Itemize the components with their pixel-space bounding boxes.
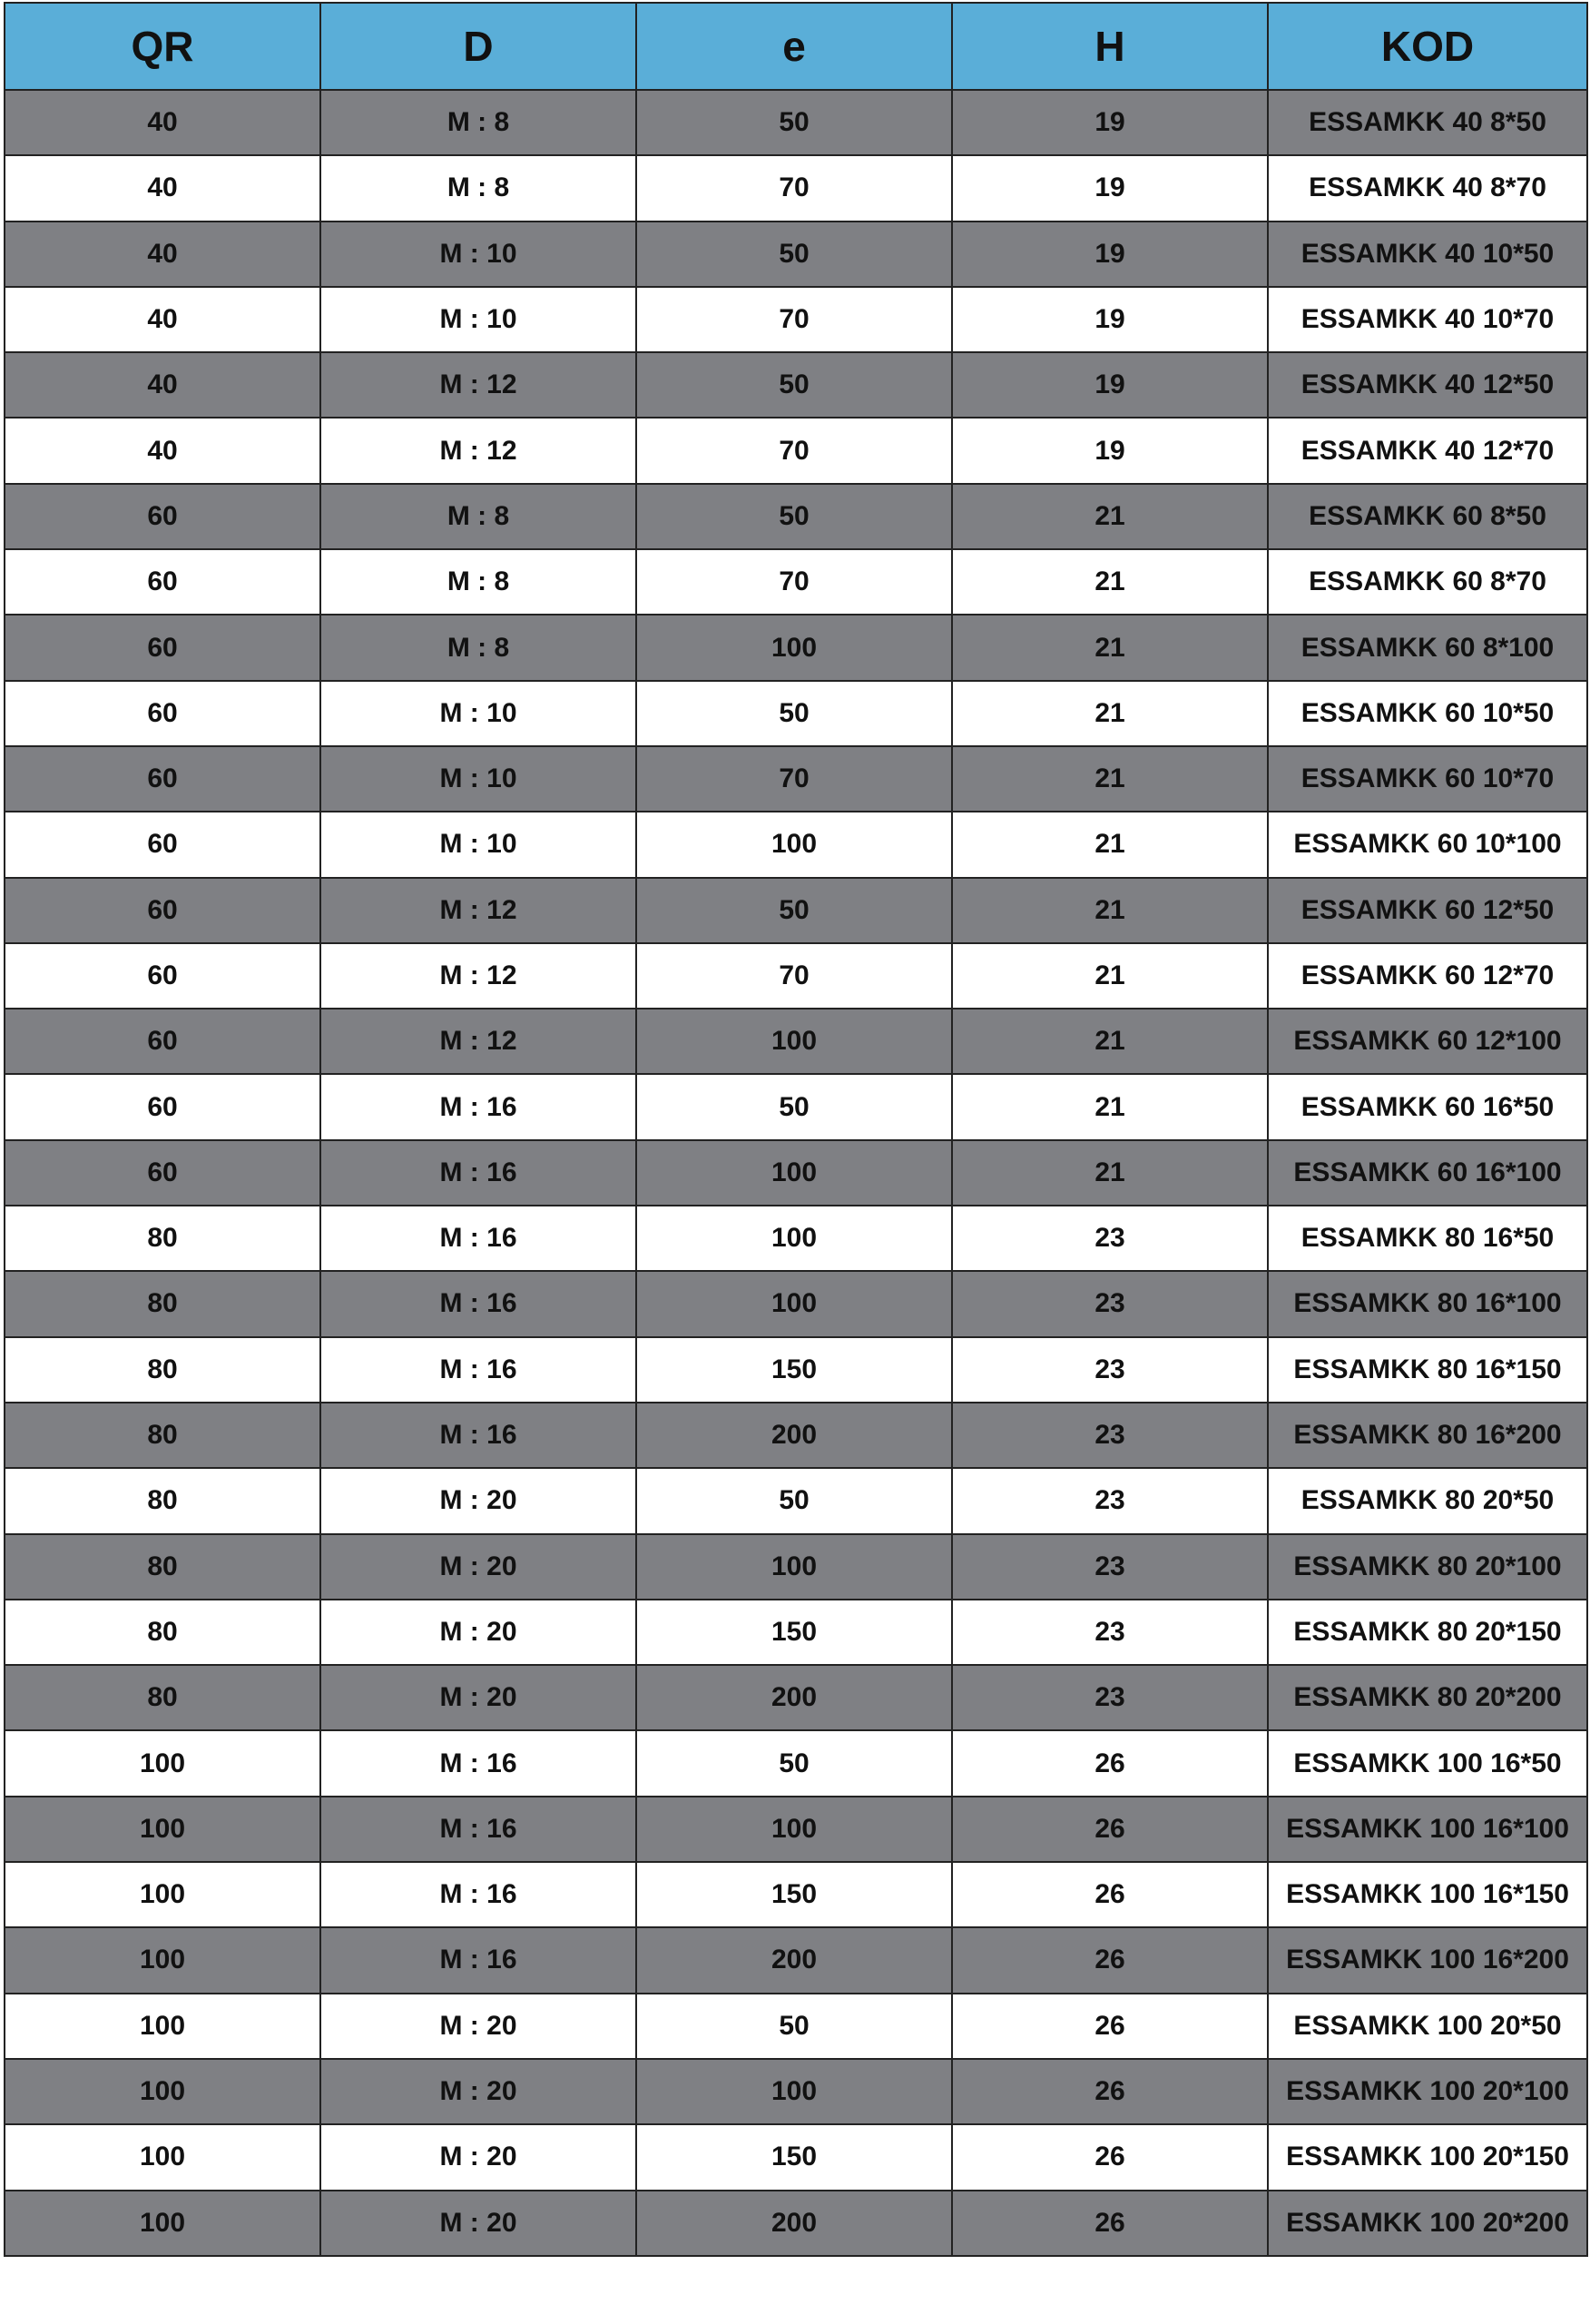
table-row (5, 2191, 1587, 2256)
cell-d: M : 16 (320, 1403, 636, 1468)
cell-d: M : 8 (320, 90, 636, 155)
cell-d: M : 16 (320, 1927, 636, 1993)
cell-h: 23 (952, 1271, 1268, 1336)
cell-d: M : 10 (320, 746, 636, 812)
cell-e: 150 (636, 1862, 952, 1927)
cell-h: 21 (952, 943, 1268, 1009)
table-row (5, 1271, 1587, 1336)
cell-qr: 80 (5, 1468, 320, 1533)
cell-d: M : 10 (320, 222, 636, 287)
cell-e: 70 (636, 155, 952, 221)
cell-h: 26 (952, 1797, 1268, 1862)
cell-d: M : 8 (320, 155, 636, 221)
cell-d: M : 12 (320, 352, 636, 418)
cell-qr: 40 (5, 287, 320, 352)
cell-d: M : 16 (320, 1797, 636, 1862)
table-row (5, 812, 1587, 877)
cell-kod: ESSAMKK 100 16*50 (1268, 1730, 1587, 1796)
table-row (5, 1337, 1587, 1403)
table-row (5, 418, 1587, 483)
table-row (5, 1009, 1587, 1074)
cell-kod: ESSAMKK 80 20*200 (1268, 1665, 1587, 1730)
cell-d: M : 16 (320, 1337, 636, 1403)
cell-h: 21 (952, 812, 1268, 877)
cell-qr: 60 (5, 549, 320, 615)
cell-qr: 100 (5, 2191, 320, 2256)
cell-d: M : 8 (320, 549, 636, 615)
cell-e: 100 (636, 615, 952, 680)
cell-qr: 60 (5, 878, 320, 943)
cell-kod: ESSAMKK 100 20*200 (1268, 2191, 1587, 2256)
cell-d: M : 20 (320, 1468, 636, 1533)
cell-h: 23 (952, 1206, 1268, 1271)
cell-d: M : 20 (320, 1665, 636, 1730)
cell-d: M : 16 (320, 1862, 636, 1927)
cell-h: 19 (952, 222, 1268, 287)
cell-kod: ESSAMKK 80 16*150 (1268, 1337, 1587, 1403)
cell-d: M : 16 (320, 1206, 636, 1271)
cell-kod: ESSAMKK 60 10*100 (1268, 812, 1587, 877)
cell-kod: ESSAMKK 40 12*50 (1268, 352, 1587, 418)
table-row (5, 1994, 1587, 2059)
cell-e: 100 (636, 1009, 952, 1074)
cell-qr: 80 (5, 1600, 320, 1665)
cell-d: M : 16 (320, 1271, 636, 1336)
cell-d: M : 20 (320, 1994, 636, 2059)
header-d: D (320, 3, 636, 90)
cell-qr: 60 (5, 943, 320, 1009)
table-row (5, 1140, 1587, 1206)
cell-h: 21 (952, 484, 1268, 549)
cell-qr: 100 (5, 1927, 320, 1993)
cell-kod: ESSAMKK 80 16*100 (1268, 1271, 1587, 1336)
table-row (5, 615, 1587, 680)
cell-e: 100 (636, 1206, 952, 1271)
cell-qr: 100 (5, 2059, 320, 2124)
cell-e: 50 (636, 1994, 952, 2059)
table-row (5, 484, 1587, 549)
table-row (5, 90, 1587, 155)
table-row (5, 2124, 1587, 2190)
cell-kod: ESSAMKK 80 20*50 (1268, 1468, 1587, 1533)
cell-e: 200 (636, 2191, 952, 2256)
table-row (5, 1600, 1587, 1665)
header-h: H (952, 3, 1268, 90)
cell-e: 50 (636, 681, 952, 746)
table-row (5, 681, 1587, 746)
cell-qr: 80 (5, 1206, 320, 1271)
cell-e: 100 (636, 2059, 952, 2124)
cell-qr: 80 (5, 1403, 320, 1468)
cell-e: 50 (636, 1730, 952, 1796)
cell-d: M : 12 (320, 943, 636, 1009)
cell-h: 26 (952, 2124, 1268, 2190)
cell-kod: ESSAMKK 80 16*50 (1268, 1206, 1587, 1271)
cell-qr: 100 (5, 1994, 320, 2059)
cell-h: 23 (952, 1665, 1268, 1730)
cell-kod: ESSAMKK 80 20*150 (1268, 1600, 1587, 1665)
cell-kod: ESSAMKK 60 8*50 (1268, 484, 1587, 549)
cell-kod: ESSAMKK 60 8*70 (1268, 549, 1587, 615)
cell-d: M : 12 (320, 1009, 636, 1074)
cell-e: 200 (636, 1403, 952, 1468)
cell-qr: 80 (5, 1665, 320, 1730)
cell-qr: 40 (5, 90, 320, 155)
spec-sheet (4, 2, 1586, 2320)
cell-qr: 100 (5, 1730, 320, 1796)
cell-qr: 60 (5, 746, 320, 812)
table-row (5, 549, 1587, 615)
cell-d: M : 10 (320, 287, 636, 352)
cell-d: M : 20 (320, 1600, 636, 1665)
cell-e: 70 (636, 287, 952, 352)
cell-d: M : 20 (320, 1534, 636, 1600)
cell-d: M : 16 (320, 1074, 636, 1139)
cell-e: 100 (636, 1271, 952, 1336)
table-row (5, 1797, 1587, 1862)
cell-e: 100 (636, 1534, 952, 1600)
cell-qr: 40 (5, 155, 320, 221)
cell-d: M : 8 (320, 615, 636, 680)
table-row (5, 746, 1587, 812)
cell-e: 50 (636, 878, 952, 943)
cell-e: 150 (636, 2124, 952, 2190)
table-row (5, 943, 1587, 1009)
table-row (5, 1730, 1587, 1796)
cell-h: 26 (952, 1927, 1268, 1993)
cell-h: 19 (952, 155, 1268, 221)
cell-kod: ESSAMKK 60 16*50 (1268, 1074, 1587, 1139)
cell-e: 100 (636, 1140, 952, 1206)
cell-qr: 100 (5, 1797, 320, 1862)
cell-e: 50 (636, 352, 952, 418)
table-row (5, 1862, 1587, 1927)
cell-d: M : 20 (320, 2124, 636, 2190)
cell-e: 70 (636, 418, 952, 483)
cell-qr: 100 (5, 1862, 320, 1927)
cell-h: 21 (952, 746, 1268, 812)
table-row (5, 1534, 1587, 1600)
cell-h: 26 (952, 2059, 1268, 2124)
table-row (5, 1074, 1587, 1139)
cell-h: 19 (952, 418, 1268, 483)
table-row (5, 155, 1587, 221)
cell-kod: ESSAMKK 60 8*100 (1268, 615, 1587, 680)
cell-qr: 80 (5, 1271, 320, 1336)
cell-e: 150 (636, 1337, 952, 1403)
cell-h: 26 (952, 1994, 1268, 2059)
cell-e: 200 (636, 1665, 952, 1730)
cell-kod: ESSAMKK 100 16*150 (1268, 1862, 1587, 1927)
cell-h: 26 (952, 1862, 1268, 1927)
cell-e: 50 (636, 1074, 952, 1139)
cell-h: 21 (952, 1140, 1268, 1206)
header-qr: QR (5, 3, 320, 90)
cell-qr: 60 (5, 812, 320, 877)
table-row (5, 1206, 1587, 1271)
cell-kod: ESSAMKK 40 12*70 (1268, 418, 1587, 483)
cell-h: 26 (952, 2191, 1268, 2256)
table-row (5, 352, 1587, 418)
cell-h: 26 (952, 1730, 1268, 1796)
cell-kod: ESSAMKK 80 20*100 (1268, 1534, 1587, 1600)
cell-qr: 80 (5, 1337, 320, 1403)
cell-kod: ESSAMKK 80 16*200 (1268, 1403, 1587, 1468)
cell-e: 50 (636, 484, 952, 549)
cell-kod: ESSAMKK 40 10*70 (1268, 287, 1587, 352)
spec-table (4, 2, 1588, 2257)
cell-d: M : 12 (320, 418, 636, 483)
cell-qr: 60 (5, 1074, 320, 1139)
cell-h: 21 (952, 1074, 1268, 1139)
cell-d: M : 10 (320, 812, 636, 877)
cell-kod: ESSAMKK 60 10*50 (1268, 681, 1587, 746)
cell-kod: ESSAMKK 60 16*100 (1268, 1140, 1587, 1206)
cell-e: 70 (636, 746, 952, 812)
cell-qr: 60 (5, 1009, 320, 1074)
cell-e: 70 (636, 943, 952, 1009)
cell-kod: ESSAMKK 60 12*70 (1268, 943, 1587, 1009)
cell-d: M : 20 (320, 2059, 636, 2124)
table-row (5, 287, 1587, 352)
cell-e: 200 (636, 1927, 952, 1993)
cell-kod: ESSAMKK 100 16*200 (1268, 1927, 1587, 1993)
table-row (5, 1665, 1587, 1730)
cell-qr: 80 (5, 1534, 320, 1600)
cell-qr: 100 (5, 2124, 320, 2190)
cell-e: 100 (636, 812, 952, 877)
cell-h: 19 (952, 90, 1268, 155)
table-row (5, 1403, 1587, 1468)
cell-h: 23 (952, 1403, 1268, 1468)
table-row (5, 1927, 1587, 1993)
header-e: e (636, 3, 952, 90)
cell-h: 19 (952, 352, 1268, 418)
cell-kod: ESSAMKK 60 12*100 (1268, 1009, 1587, 1074)
table-row (5, 222, 1587, 287)
cell-e: 70 (636, 549, 952, 615)
cell-e: 50 (636, 90, 952, 155)
cell-h: 21 (952, 615, 1268, 680)
cell-qr: 60 (5, 1140, 320, 1206)
cell-h: 21 (952, 549, 1268, 615)
cell-h: 21 (952, 681, 1268, 746)
cell-kod: ESSAMKK 100 20*150 (1268, 2124, 1587, 2190)
cell-h: 21 (952, 1009, 1268, 1074)
cell-kod: ESSAMKK 40 8*50 (1268, 90, 1587, 155)
cell-h: 21 (952, 878, 1268, 943)
cell-e: 50 (636, 222, 952, 287)
cell-kod: ESSAMKK 60 10*70 (1268, 746, 1587, 812)
cell-h: 19 (952, 287, 1268, 352)
cell-d: M : 16 (320, 1730, 636, 1796)
cell-kod: ESSAMKK 100 16*100 (1268, 1797, 1587, 1862)
cell-d: M : 20 (320, 2191, 636, 2256)
cell-qr: 60 (5, 681, 320, 746)
cell-qr: 40 (5, 418, 320, 483)
cell-kod: ESSAMKK 40 10*50 (1268, 222, 1587, 287)
cell-h: 23 (952, 1600, 1268, 1665)
cell-kod: ESSAMKK 100 20*50 (1268, 1994, 1587, 2059)
cell-kod: ESSAMKK 40 8*70 (1268, 155, 1587, 221)
cell-qr: 60 (5, 615, 320, 680)
header-row (5, 3, 1587, 90)
table-row (5, 878, 1587, 943)
cell-qr: 40 (5, 222, 320, 287)
cell-qr: 60 (5, 484, 320, 549)
cell-h: 23 (952, 1534, 1268, 1600)
cell-kod: ESSAMKK 100 20*100 (1268, 2059, 1587, 2124)
cell-e: 50 (636, 1468, 952, 1533)
table-row (5, 1468, 1587, 1533)
cell-d: M : 10 (320, 681, 636, 746)
cell-kod: ESSAMKK 60 12*50 (1268, 878, 1587, 943)
cell-h: 23 (952, 1337, 1268, 1403)
cell-d: M : 8 (320, 484, 636, 549)
cell-qr: 40 (5, 352, 320, 418)
cell-h: 23 (952, 1468, 1268, 1533)
cell-e: 150 (636, 1600, 952, 1665)
table-row (5, 2059, 1587, 2124)
cell-d: M : 12 (320, 878, 636, 943)
header-kod: KOD (1268, 3, 1587, 90)
cell-e: 100 (636, 1797, 952, 1862)
cell-d: M : 16 (320, 1140, 636, 1206)
